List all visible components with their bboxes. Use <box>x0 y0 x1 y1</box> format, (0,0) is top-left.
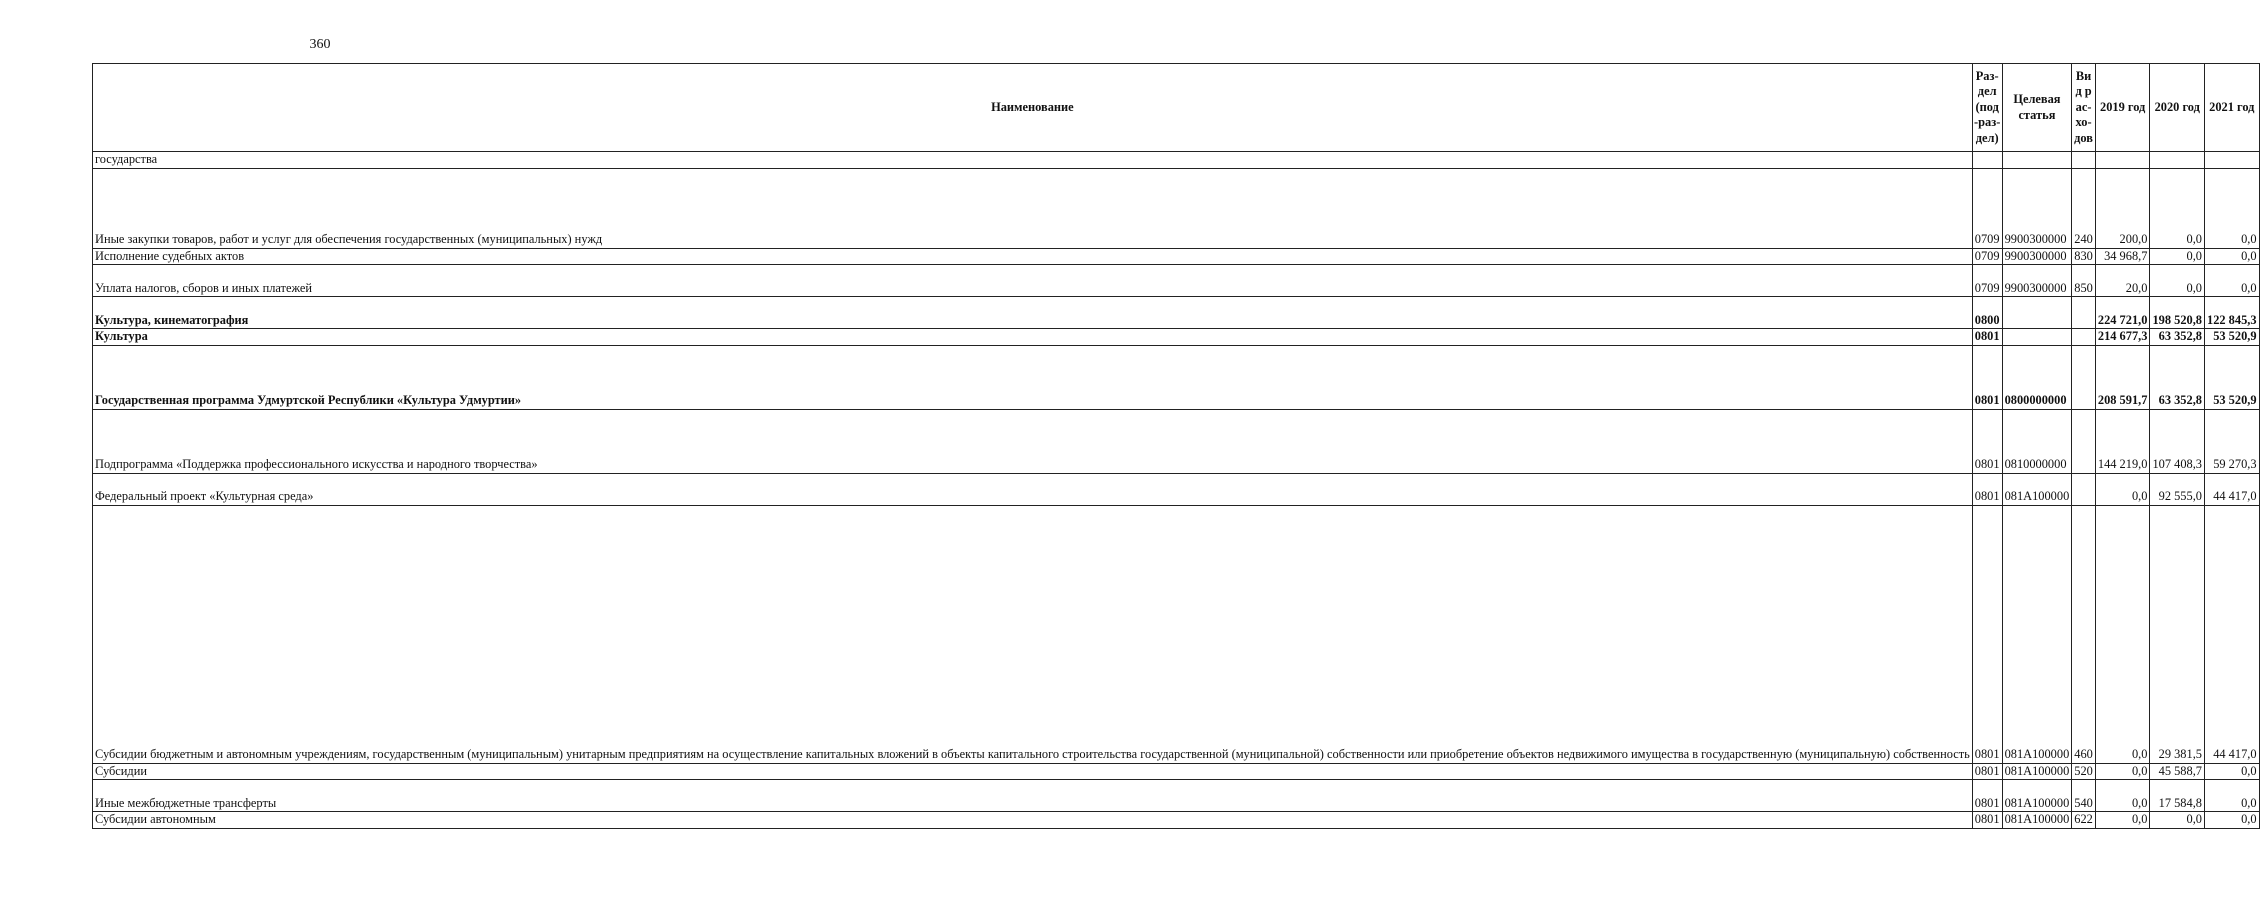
row-2019: 0,0 <box>2095 473 2150 505</box>
row-2019: 208 591,7 <box>2095 345 2150 409</box>
row-type: 540 <box>2072 780 2096 812</box>
row-target: 081А100000 <box>2002 473 2072 505</box>
row-target: 9900300000 <box>2002 265 2072 297</box>
table-row <box>93 297 2260 329</box>
row-2020: 0,0 <box>2150 168 2205 248</box>
table-row <box>93 812 2260 829</box>
row-name: Субсидии <box>93 763 1973 780</box>
table-row <box>93 152 2260 169</box>
row-type: 240 <box>2072 168 2096 248</box>
row-target: 081А100000 <box>2002 505 2072 763</box>
row-2019 <box>2095 152 2150 169</box>
row-type <box>2072 329 2096 346</box>
row-target: 0810000000 <box>2002 409 2072 473</box>
row-name: государства <box>93 152 1973 169</box>
row-2020: 107 408,3 <box>2150 409 2205 473</box>
row-target: 081А100000 <box>2002 780 2072 812</box>
row-type: 850 <box>2072 265 2096 297</box>
row-name: Подпрограмма «Поддержка профессионального искусства и народного творчества» <box>93 409 1973 473</box>
row-target: 9900300000 <box>2002 168 2072 248</box>
row-target: 081А100000 <box>2002 812 2072 829</box>
row-2019: 0,0 <box>2095 763 2150 780</box>
table-row <box>93 763 2260 780</box>
table-row <box>93 168 2260 248</box>
table-row <box>93 409 2260 473</box>
row-name: Культура <box>93 329 1973 346</box>
budget-table <box>92 63 2260 829</box>
table-row <box>93 248 2260 265</box>
table-row <box>93 505 2260 763</box>
table-row <box>93 265 2260 297</box>
row-2021: 0,0 <box>2205 812 2260 829</box>
row-2019: 224 721,0 <box>2095 297 2150 329</box>
row-type: 460 <box>2072 505 2096 763</box>
row-type: 622 <box>2072 812 2096 829</box>
row-section: 0801 <box>1972 409 2002 473</box>
row-2021: 0,0 <box>2205 780 2260 812</box>
row-section: 0801 <box>1972 345 2002 409</box>
row-2020: 29 381,5 <box>2150 505 2205 763</box>
row-name: Субсидии бюджетным и автономным учреждениям, государственным (муниципальным) унитарным предприятиям на осуществление капитальных вложений в объекты капитального строительства государственной (муниципальной) собственности или приобретение объектов недвижимого имущества в государственную (муниципальную) собственность <box>93 505 1973 763</box>
row-section: 0800 <box>1972 297 2002 329</box>
row-name: Иные закупки товаров, работ и услуг для обеспечения государственных (муниципальных) нужд <box>93 168 1973 248</box>
row-type <box>2072 345 2096 409</box>
row-name: Субсидии автономным <box>93 812 1973 829</box>
row-2021: 0,0 <box>2205 763 2260 780</box>
header-2021: 2021 год <box>2205 64 2260 152</box>
row-name: Исполнение судебных актов <box>93 248 1973 265</box>
header-expense-type: Вид рас-хо-дов <box>2072 64 2096 152</box>
row-type: 830 <box>2072 248 2096 265</box>
header-section: Раз-дел (под-раз-дел) <box>1972 64 2002 152</box>
row-section: 0801 <box>1972 763 2002 780</box>
row-2021: 53 520,9 <box>2205 345 2260 409</box>
row-section: 0801 <box>1972 473 2002 505</box>
row-2019: 0,0 <box>2095 812 2150 829</box>
row-section: 0709 <box>1972 248 2002 265</box>
row-type <box>2072 152 2096 169</box>
row-2021: 122 845,3 <box>2205 297 2260 329</box>
row-2021: 44 417,0 <box>2205 473 2260 505</box>
row-target <box>2002 329 2072 346</box>
row-2021: 53 520,9 <box>2205 329 2260 346</box>
table-row <box>93 473 2260 505</box>
table-row <box>93 329 2260 346</box>
row-2020: 198 520,8 <box>2150 297 2205 329</box>
row-2019: 34 968,7 <box>2095 248 2150 265</box>
row-section: 0801 <box>1972 812 2002 829</box>
row-name: Государственная программа Удмуртской Республики «Культура Удмуртии» <box>93 345 1973 409</box>
row-section: 0801 <box>1972 780 2002 812</box>
header-row <box>93 64 2260 152</box>
row-section <box>1972 152 2002 169</box>
header-2020: 2020 год <box>2150 64 2205 152</box>
row-name: Иные межбюджетные трансферты <box>93 780 1973 812</box>
row-2019: 214 677,3 <box>2095 329 2150 346</box>
row-2021: 0,0 <box>2205 265 2260 297</box>
row-type <box>2072 473 2096 505</box>
row-2019: 144 219,0 <box>2095 409 2150 473</box>
row-2019: 0,0 <box>2095 505 2150 763</box>
row-type <box>2072 409 2096 473</box>
row-type: 520 <box>2072 763 2096 780</box>
row-target <box>2002 152 2072 169</box>
header-name: Наименование <box>93 64 1973 152</box>
row-target: 0800000000 <box>2002 345 2072 409</box>
row-name: Уплата налогов, сборов и иных платежей <box>93 265 1973 297</box>
row-2021: 0,0 <box>2205 248 2260 265</box>
row-2020: 92 555,0 <box>2150 473 2205 505</box>
row-name: Федеральный проект «Культурная среда» <box>93 473 1973 505</box>
row-section: 0709 <box>1972 265 2002 297</box>
row-2019: 20,0 <box>2095 265 2150 297</box>
row-2020: 0,0 <box>2150 248 2205 265</box>
row-target: 9900300000 <box>2002 248 2072 265</box>
row-2021: 59 270,3 <box>2205 409 2260 473</box>
row-2020: 63 352,8 <box>2150 329 2205 346</box>
row-section: 0801 <box>1972 329 2002 346</box>
row-section: 0801 <box>1972 505 2002 763</box>
header-2019: 2019 год <box>2095 64 2150 152</box>
page-number: 360 <box>309 37 331 52</box>
row-2019: 0,0 <box>2095 780 2150 812</box>
row-target: 081А100000 <box>2002 763 2072 780</box>
row-2019: 200,0 <box>2095 168 2150 248</box>
row-type <box>2072 297 2096 329</box>
row-name: Культура, кинематография <box>93 297 1973 329</box>
row-section: 0709 <box>1972 168 2002 248</box>
row-2020 <box>2150 152 2205 169</box>
table-row <box>93 345 2260 409</box>
table-row <box>93 780 2260 812</box>
row-2021: 44 417,0 <box>2205 505 2260 763</box>
row-2020: 45 588,7 <box>2150 763 2205 780</box>
row-2020: 17 584,8 <box>2150 780 2205 812</box>
header-target: Целевая статья <box>2002 64 2072 152</box>
row-2020: 0,0 <box>2150 812 2205 829</box>
row-2021: 0,0 <box>2205 168 2260 248</box>
row-2020: 63 352,8 <box>2150 345 2205 409</box>
row-2020: 0,0 <box>2150 265 2205 297</box>
row-2021 <box>2205 152 2260 169</box>
row-target <box>2002 297 2072 329</box>
